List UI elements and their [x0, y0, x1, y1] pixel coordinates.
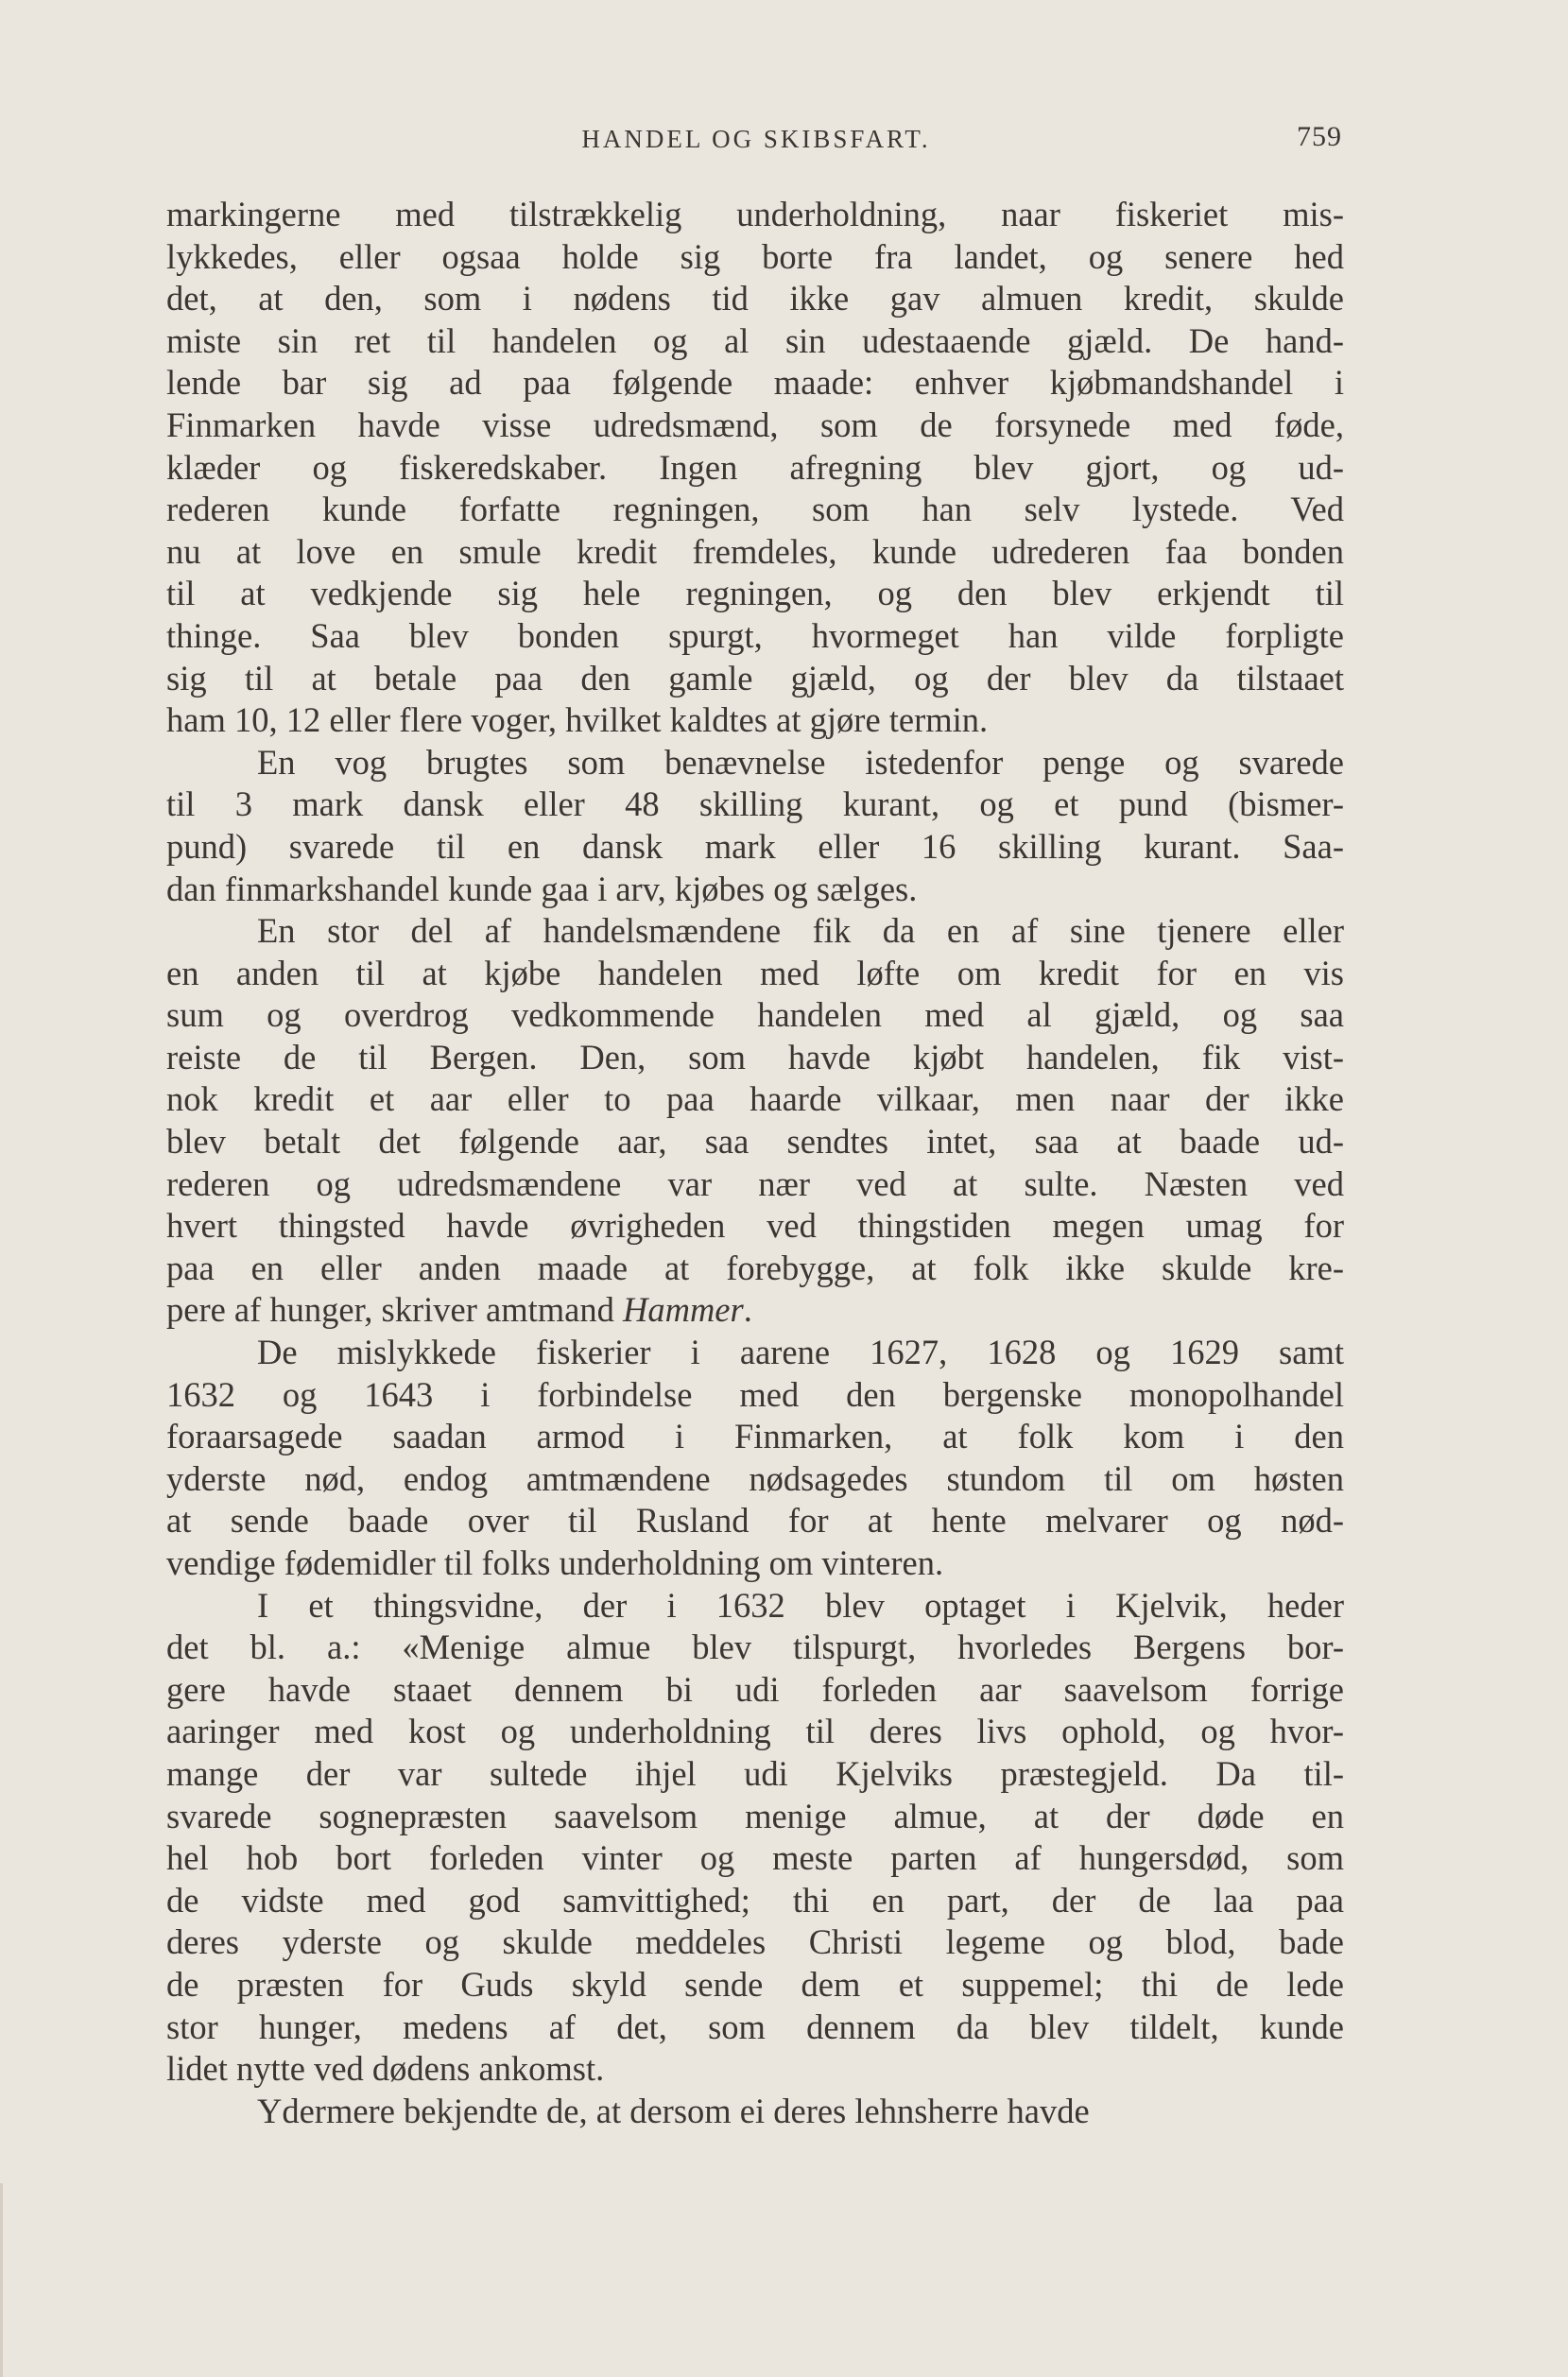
text-line [166, 1205, 1344, 1248]
text-line [166, 489, 1344, 531]
line-text: foraarsagede saadan armod i Finmarken, at folk kom i den [166, 1417, 1344, 1456]
page-edge-mark [0, 2183, 3, 2377]
line-text: paa en eller anden maade at forebygge, at folk ikke skulde kre- [166, 1248, 1344, 1287]
line-text: markingerne med tilstrækkelig underholdning, naar fiskeriet mis- [166, 195, 1344, 233]
text-line [166, 615, 1344, 658]
line-text: mange der var sultede ihjel udi Kjelviks præstegjeld. Da til- [166, 1753, 1344, 1793]
line-text: vendige fødemidler til folks underholdning om vinteren. [166, 1543, 944, 1582]
line-text: aaringer med kost og underholdning til deres livs ophold, og hvor- [166, 1712, 1344, 1751]
line-text: rederen og udredsmændene var nær ved at sulte. Næsten ved [166, 1163, 1344, 1203]
text-line [166, 658, 1344, 700]
line-text: gere havde staaet dennem bi udi forleden aar saavelsom forrige [166, 1669, 1344, 1709]
text-line [166, 994, 1344, 1037]
line-text: det, at den, som i nødens tid ikke gav almuen kredit, skulde [166, 279, 1344, 319]
text-line [166, 1078, 1344, 1121]
line-text: svarede sognepræsten saavelsom menige almue, at der døde en [166, 1796, 1344, 1835]
line-text: lidet nytte ved dødens ankomst. [166, 2049, 605, 2089]
text-line [166, 194, 1344, 236]
line-text: stor hunger, medens af det, som dennem da blev tildelt, kunde [166, 2007, 1344, 2046]
line-text: Ydermere bekjendte de, at dersom ei deres lehnsherre havde [257, 2091, 1090, 2130]
text-line [166, 1796, 1344, 1838]
line-text: at sende baade over til Rusland for at hente melvarer og nød- [166, 1501, 1344, 1541]
text-line [166, 1121, 1344, 1163]
line-text: dan finmarkshandel kunde gaa i arv, kjøbes og sælges. [166, 869, 918, 908]
line-text: En stor del af handelsmændene fik da en af sine tjenere eller [257, 911, 1344, 951]
line-text: sig til at betale paa den gamle gjæld, og der blev da tilstaaet [166, 658, 1344, 698]
text-line [166, 447, 1344, 490]
line-text: nu at love en smule kredit fremdeles, kunde udrederen faa bonden [166, 531, 1344, 571]
line-text: pere af hunger, skriver amtmand [166, 1290, 623, 1330]
line-text: hel hob bort forleden vinter og meste parten af hungersdød, som [166, 1838, 1344, 1878]
line-text: en anden til at kjøbe handelen med løfte om kredit for en vis [166, 953, 1344, 992]
text-line [166, 1332, 1344, 1374]
text-line [166, 236, 1344, 279]
text-line [166, 278, 1344, 320]
text-line [166, 699, 1344, 742]
running-head [170, 121, 1342, 159]
text-line [166, 1416, 1344, 1458]
line-text: de vidste med god samvittighed; thi en part, der de laa paa [166, 1880, 1344, 1920]
line-text: nok kredit et aar eller to paa haarde vilkaar, men naar der ikke [166, 1079, 1344, 1119]
running-title: HANDEL OG SKIBSFART. [581, 125, 931, 153]
text-line [166, 826, 1344, 869]
text-line [166, 1669, 1344, 1712]
body-text [166, 194, 1344, 2132]
text-line [166, 1753, 1344, 1796]
line-text: til at vedkjende sig hele regningen, og den blev erkjendt til [166, 574, 1344, 613]
line-text: det bl. a.: «Menige almue blev tilspurgt, hvorledes Bergens bor- [166, 1628, 1344, 1667]
line-text: deres yderste og skulde meddeles Christi legeme og blod, bade [166, 1922, 1344, 1962]
line-text: klæder og fiskeredskaber. Ingen afregning blev gjort, og ud- [166, 447, 1344, 487]
text-line [166, 953, 1344, 995]
text-line [166, 531, 1344, 574]
line-text: yderste nød, endog amtmændene nødsagedes stundom til om høsten [166, 1458, 1344, 1498]
line-text: miste sin ret til handelen og al sin udestaaende gjæld. De hand- [166, 320, 1344, 360]
text-line [166, 1374, 1344, 1417]
text-line [166, 1921, 1344, 1964]
line-text: hvert thingsted havde øvrigheden ved thingstiden megen umag for [166, 1206, 1344, 1246]
line-text: lykkedes, eller ogsaa holde sig borte fra landet, og senere hed [166, 236, 1344, 276]
line-text: rederen kunde forfatte regningen, som han selv lystede. Ved [166, 490, 1344, 529]
line-text: En vog brugtes som benævnelse istedenfor penge og svarede [257, 742, 1344, 782]
text-line [166, 1837, 1344, 1880]
text-line [166, 1585, 1344, 1628]
text-line [166, 1711, 1344, 1753]
line-text: de præsten for Guds skyld sende dem et suppemel; thi de lede [166, 1964, 1344, 2004]
line-text: sum og overdrog vedkommende handelen med al gjæld, og saa [166, 995, 1344, 1035]
line-text: blev betalt det følgende aar, saa sendtes intet, saa at baade ud- [166, 1122, 1344, 1162]
text-line [166, 1289, 1344, 1332]
line-text: I et thingsvidne, der i 1632 blev optaget i Kjelvik, heder [257, 1585, 1344, 1625]
line-text: til 3 mark dansk eller 48 skilling kurant, og et pund (bismer- [166, 784, 1344, 824]
line-text: De mislykkede fiskerier i aarene 1627, 1628 og 1629 samt [257, 1333, 1344, 1372]
page-number: 759 [1297, 121, 1342, 152]
text-line [166, 1500, 1344, 1542]
line-text: Finmarken havde visse udredsmænd, som de forsynede med føde, [166, 405, 1344, 444]
text-line [166, 1542, 1344, 1585]
text-line [166, 362, 1344, 405]
text-line [166, 573, 1344, 615]
text-line [166, 784, 1344, 826]
text-line [166, 742, 1344, 784]
line-text: thinge. Saa blev bonden spurgt, hvormeget han vilde forpligte [166, 615, 1344, 655]
text-line [166, 1458, 1344, 1501]
text-line [166, 1037, 1344, 1079]
text-line [166, 320, 1344, 363]
text-line [166, 1964, 1344, 2007]
line-text: 1632 og 1643 i forbindelse med den bergenske monopolhandel [166, 1374, 1344, 1414]
text-line [166, 869, 1344, 911]
text-line [166, 405, 1344, 447]
text-line [166, 1163, 1344, 1206]
line-text: ham 10, 12 eller flere voger, hvilket kaldtes at gjøre termin. [166, 700, 989, 740]
text-line [166, 910, 1344, 953]
italic-name: Hammer [622, 1290, 744, 1330]
text-line [166, 1880, 1344, 1922]
line-text: reiste de til Bergen. Den, som havde kjøbt handelen, fik vist- [166, 1037, 1344, 1077]
text-line [166, 2007, 1344, 2049]
text-line [166, 2091, 1344, 2133]
text-line [166, 2048, 1344, 2091]
line-text: pund) svarede til en dansk mark eller 16 skilling kurant. Saa- [166, 826, 1344, 866]
text-line [166, 1627, 1344, 1669]
line-punctuation: . [743, 1290, 752, 1330]
text-line [166, 1248, 1344, 1290]
line-text: lende bar sig ad paa følgende maade: enhver kjøbmandshandel i [166, 363, 1344, 403]
